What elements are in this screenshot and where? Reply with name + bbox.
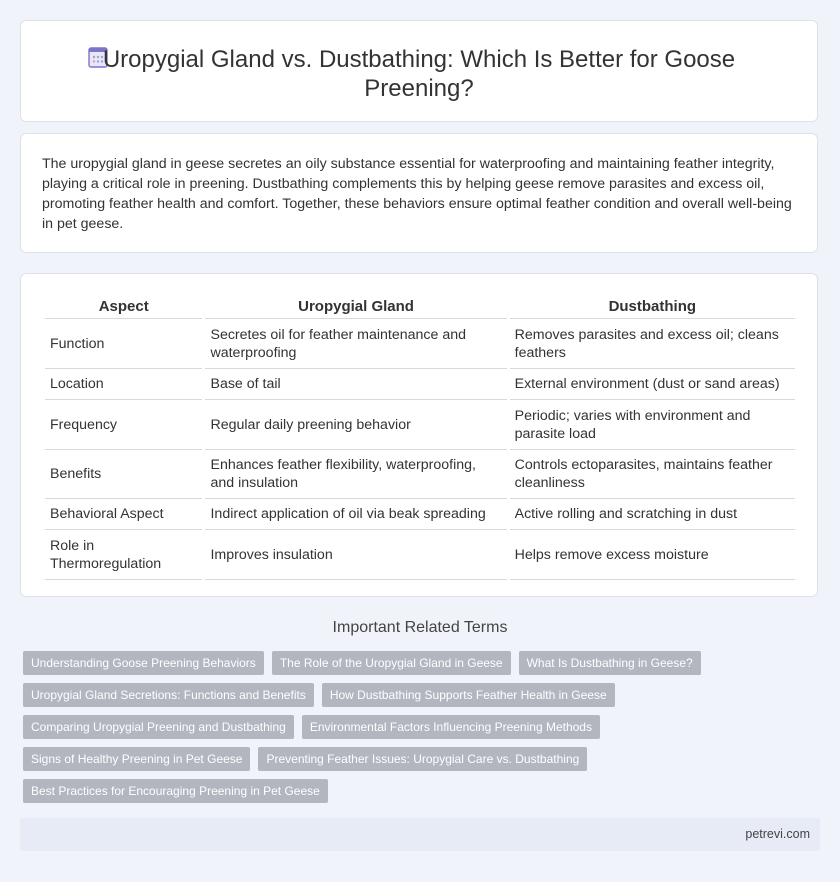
title-card bbox=[20, 20, 818, 122]
intro-paragraph: The uropygial gland in geese secretes an oily substance essential for waterproofing and maintaining feather integrity, playing a critical role in preening. Dustbathing complements this by helping geese remove parasites and excess oil, promoting feather health and comfort. Together, these behaviors ensure optimal feather condition and overall well-being in pet geese. bbox=[42, 156, 792, 232]
table-row bbox=[45, 450, 795, 499]
table-cell: Role in Thermoregulation bbox=[45, 530, 202, 580]
table-header-row bbox=[45, 296, 795, 319]
table-row bbox=[45, 369, 795, 400]
related-term-tag[interactable]: The Role of the Uropygial Gland in Geese bbox=[272, 651, 511, 675]
related-term-tag[interactable]: Signs of Healthy Preening in Pet Geese bbox=[23, 747, 250, 771]
related-term-tag[interactable]: Comparing Uropygial Preening and Dustbathing bbox=[23, 715, 294, 739]
column-header-uropygial-gland: Uropygial Gland bbox=[205, 296, 506, 319]
page-title: Uropygial Gland vs. Dustbathing: Which Is Better for Goose Preening? bbox=[102, 46, 736, 102]
related-term-tag[interactable]: Understanding Goose Preening Behaviors bbox=[23, 651, 264, 675]
table-cell: Indirect application of oil via beak spreading bbox=[205, 499, 506, 530]
column-header-aspect: Aspect bbox=[45, 296, 202, 319]
table-row bbox=[45, 400, 795, 450]
table-row bbox=[45, 319, 795, 369]
related-term-tag[interactable]: How Dustbathing Supports Feather Health in Geese bbox=[322, 683, 615, 707]
table-cell: Improves insulation bbox=[205, 530, 506, 580]
table-cell: Enhances feather flexibility, waterproofing, and insulation bbox=[205, 450, 506, 499]
related-term-tag[interactable]: Best Practices for Encouraging Preening in Pet Geese bbox=[23, 779, 328, 803]
table-cell: Active rolling and scratching in dust bbox=[510, 499, 795, 530]
table-cell: Benefits bbox=[45, 450, 202, 499]
table-cell: Regular daily preening behavior bbox=[205, 400, 506, 450]
table-cell: Frequency bbox=[45, 400, 202, 450]
table-cell: Base of tail bbox=[205, 369, 506, 400]
table-cell: Controls ectoparasites, maintains feather cleanliness bbox=[510, 450, 795, 499]
related-term-tag[interactable]: Preventing Feather Issues: Uropygial Care vs. Dustbathing bbox=[258, 747, 587, 771]
intro-card bbox=[20, 133, 818, 253]
table-row bbox=[45, 499, 795, 530]
table-cell: Behavioral Aspect bbox=[45, 499, 202, 530]
column-header-dustbathing: Dustbathing bbox=[510, 296, 795, 319]
footer bbox=[20, 818, 820, 851]
related-term-tag[interactable]: Environmental Factors Influencing Preening Methods bbox=[302, 715, 600, 739]
table-cell: Helps remove excess moisture bbox=[510, 530, 795, 580]
table-cell: Removes parasites and excess oil; cleans feathers bbox=[510, 319, 795, 369]
comparison-card bbox=[20, 273, 818, 597]
related-term-tag[interactable]: Uropygial Gland Secretions: Functions and Benefits bbox=[23, 683, 314, 707]
related-terms-heading: Important Related Terms bbox=[332, 619, 508, 636]
table-cell: Secretes oil for feather maintenance and waterproofing bbox=[205, 319, 506, 369]
table-cell: Location bbox=[45, 369, 202, 400]
related-term-tag[interactable]: What Is Dustbathing in Geese? bbox=[519, 651, 701, 675]
table-cell: Function bbox=[45, 319, 202, 369]
comparison-table bbox=[42, 296, 798, 580]
table-row bbox=[45, 530, 795, 580]
table-cell: Periodic; varies with environment and parasite load bbox=[510, 400, 795, 450]
table-cell: External environment (dust or sand areas) bbox=[510, 369, 795, 400]
related-terms-list bbox=[23, 651, 723, 803]
footer-site-link[interactable]: petrevi.com bbox=[745, 827, 810, 841]
